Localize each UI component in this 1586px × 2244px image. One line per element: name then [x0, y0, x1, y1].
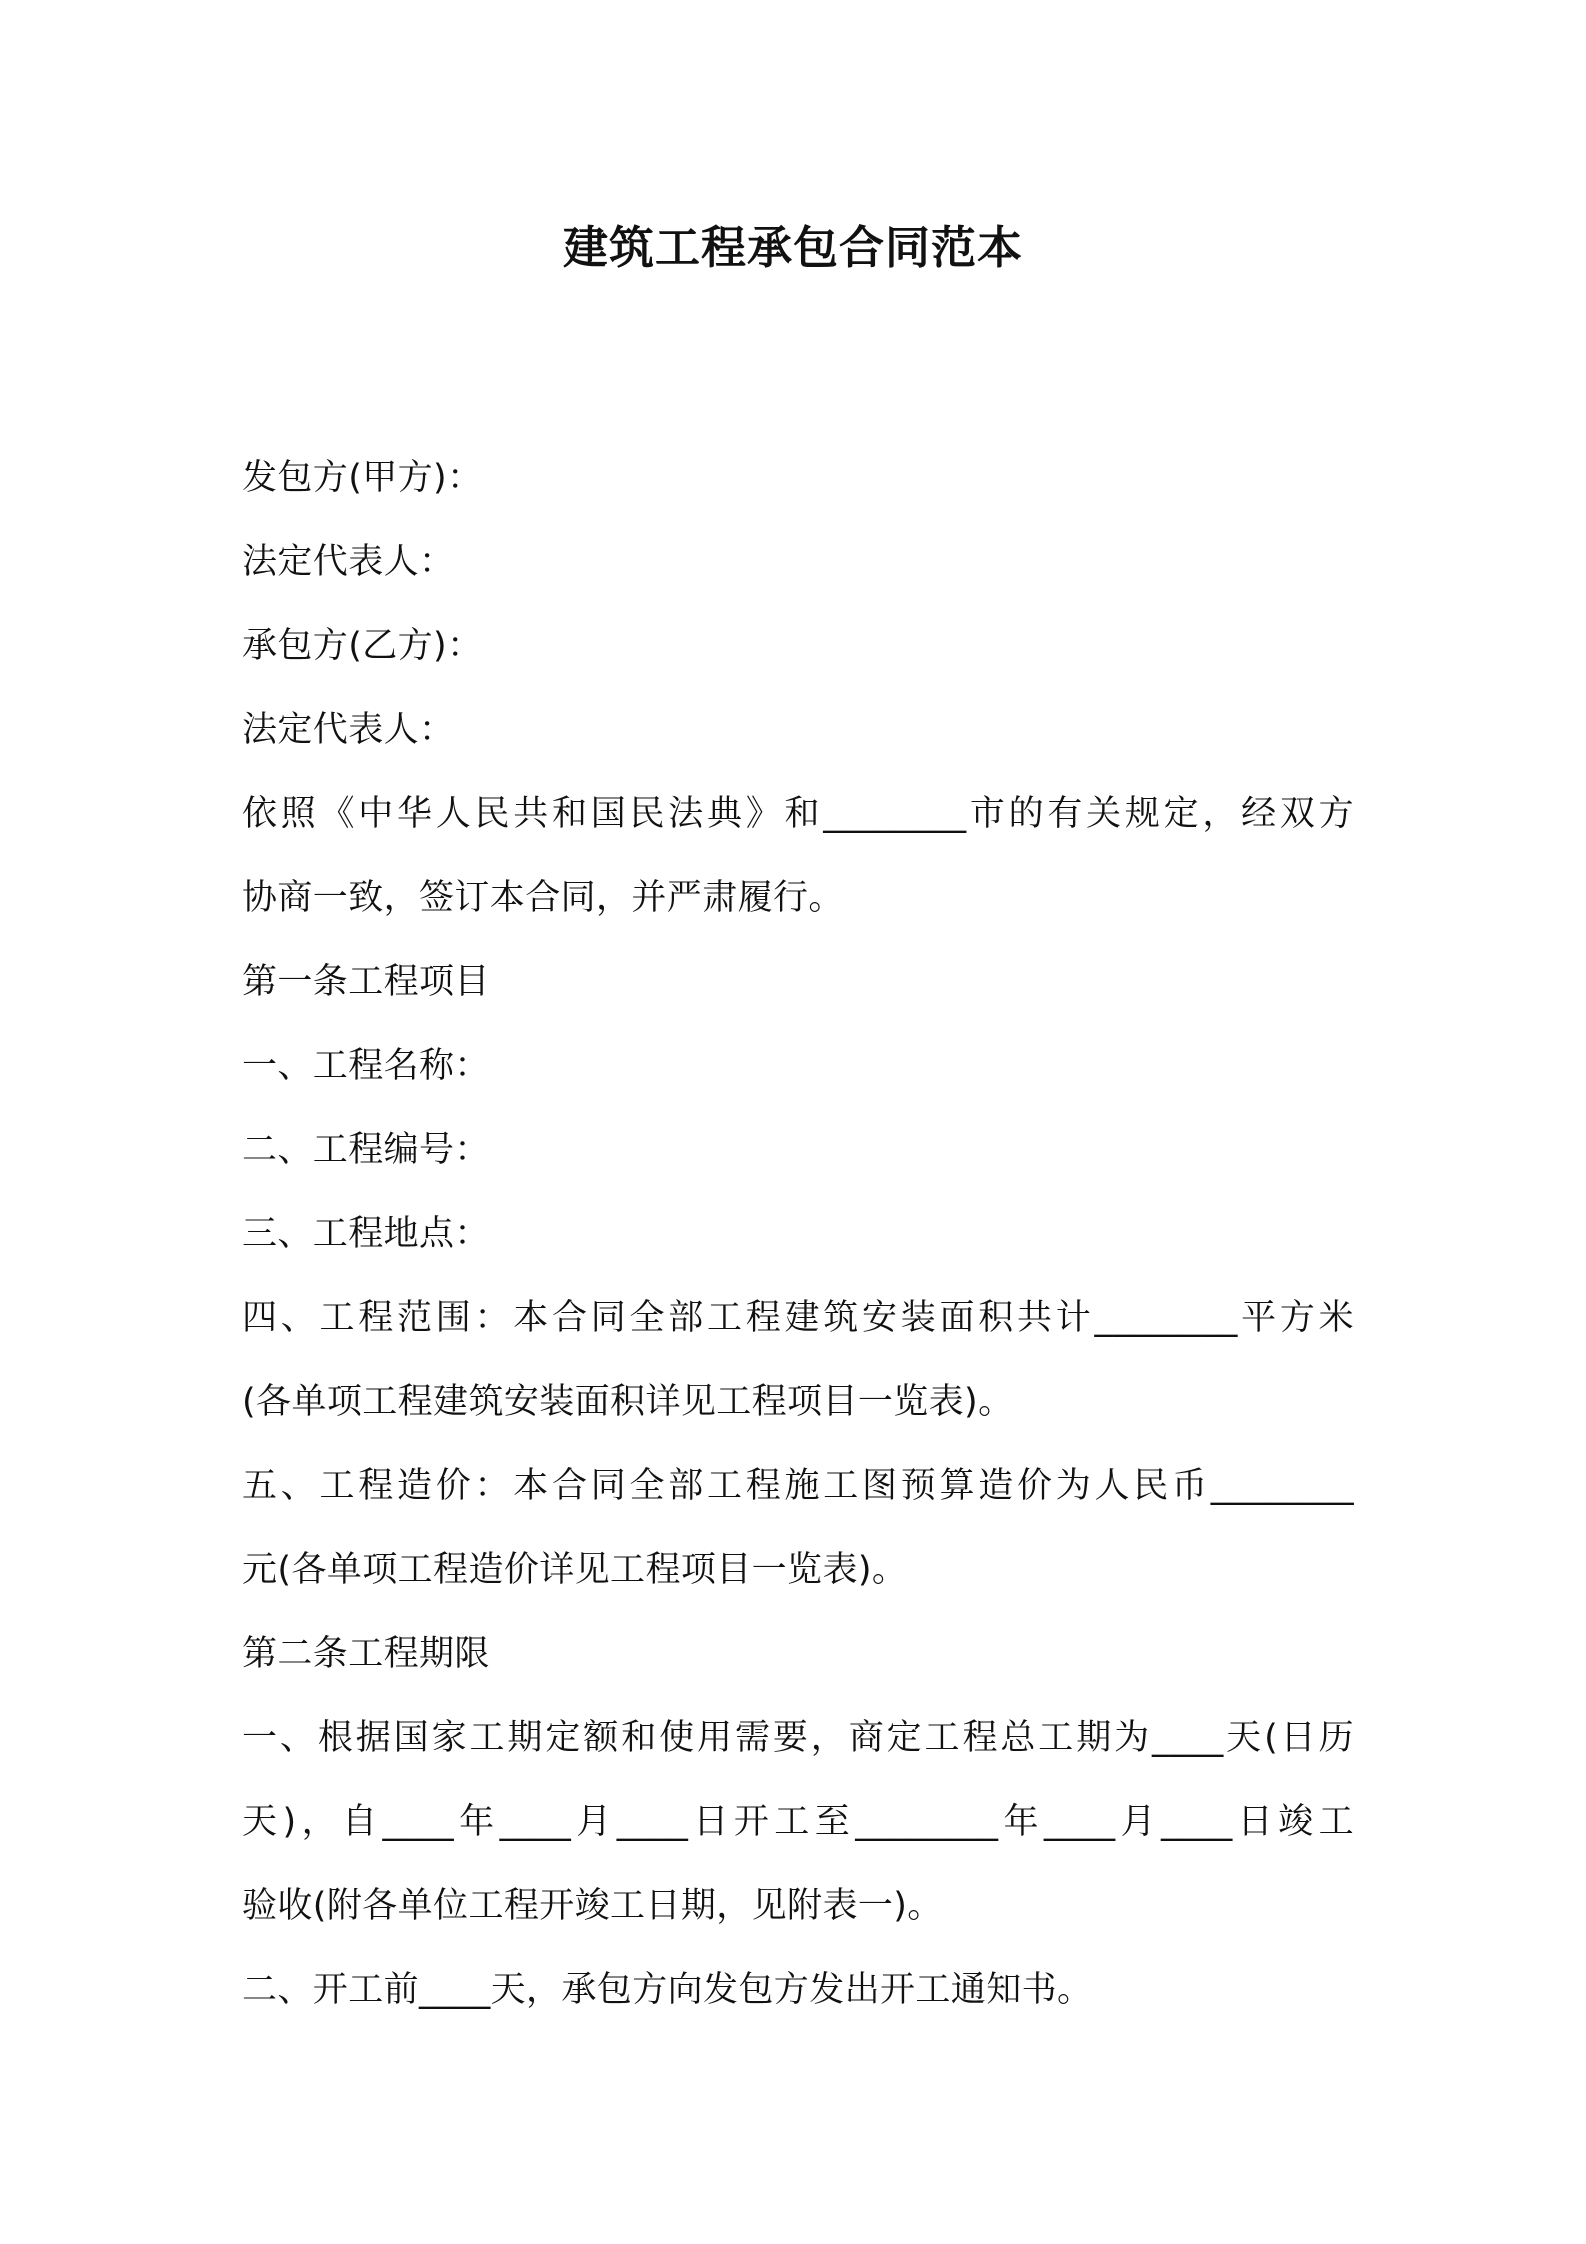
party-b-line: 承包方(乙方)： — [242, 626, 483, 666]
article-1-heading: 第一条工程项目 — [242, 962, 490, 1002]
preamble-line-1: 依照《中华人民共和国民法典》和________市的有关规定，经双方 — [242, 794, 1354, 834]
document-body — [242, 436, 1354, 2032]
project-cost-line-2: 元(各单项工程造价详见工程项目一览表)。 — [242, 1550, 908, 1590]
schedule-line-3: 验收(附各单位工程开竣工日期，见附表一)。 — [242, 1886, 943, 1926]
party-b-representative-line: 法定代表人： — [242, 710, 455, 750]
project-scope-line-2: (各单项工程建筑安装面积详见工程项目一览表)。 — [242, 1382, 1014, 1422]
document-title: 建筑工程承包合同范本 — [562, 221, 1023, 274]
project-name-line: 一、工程名称： — [242, 1046, 490, 1086]
project-location-line: 三、工程地点： — [242, 1214, 490, 1254]
party-a-line: 发包方(甲方)： — [242, 458, 483, 498]
start-notice-line: 二、开工前____天，承包方向发包方发出开工通知书。 — [242, 1970, 1093, 2010]
schedule-line-1: 一、根据国家工期定额和使用需要，商定工程总工期为____天(日历 — [242, 1718, 1354, 1758]
article-2-heading: 第二条工程期限 — [242, 1634, 490, 1674]
project-number-line: 二、工程编号： — [242, 1130, 490, 1170]
project-scope-line-1: 四、工程范围：本合同全部工程建筑安装面积共计________平方米 — [242, 1298, 1354, 1338]
party-a-representative-line: 法定代表人： — [242, 542, 455, 582]
project-cost-line-1: 五、工程造价：本合同全部工程施工图预算造价为人民币________ — [242, 1466, 1354, 1506]
schedule-line-2: 天)，自____年____月____日开工至________年____月____日竣工 — [242, 1802, 1354, 1842]
preamble-line-2: 协商一致，签订本合同，并严肃履行。 — [242, 878, 844, 918]
